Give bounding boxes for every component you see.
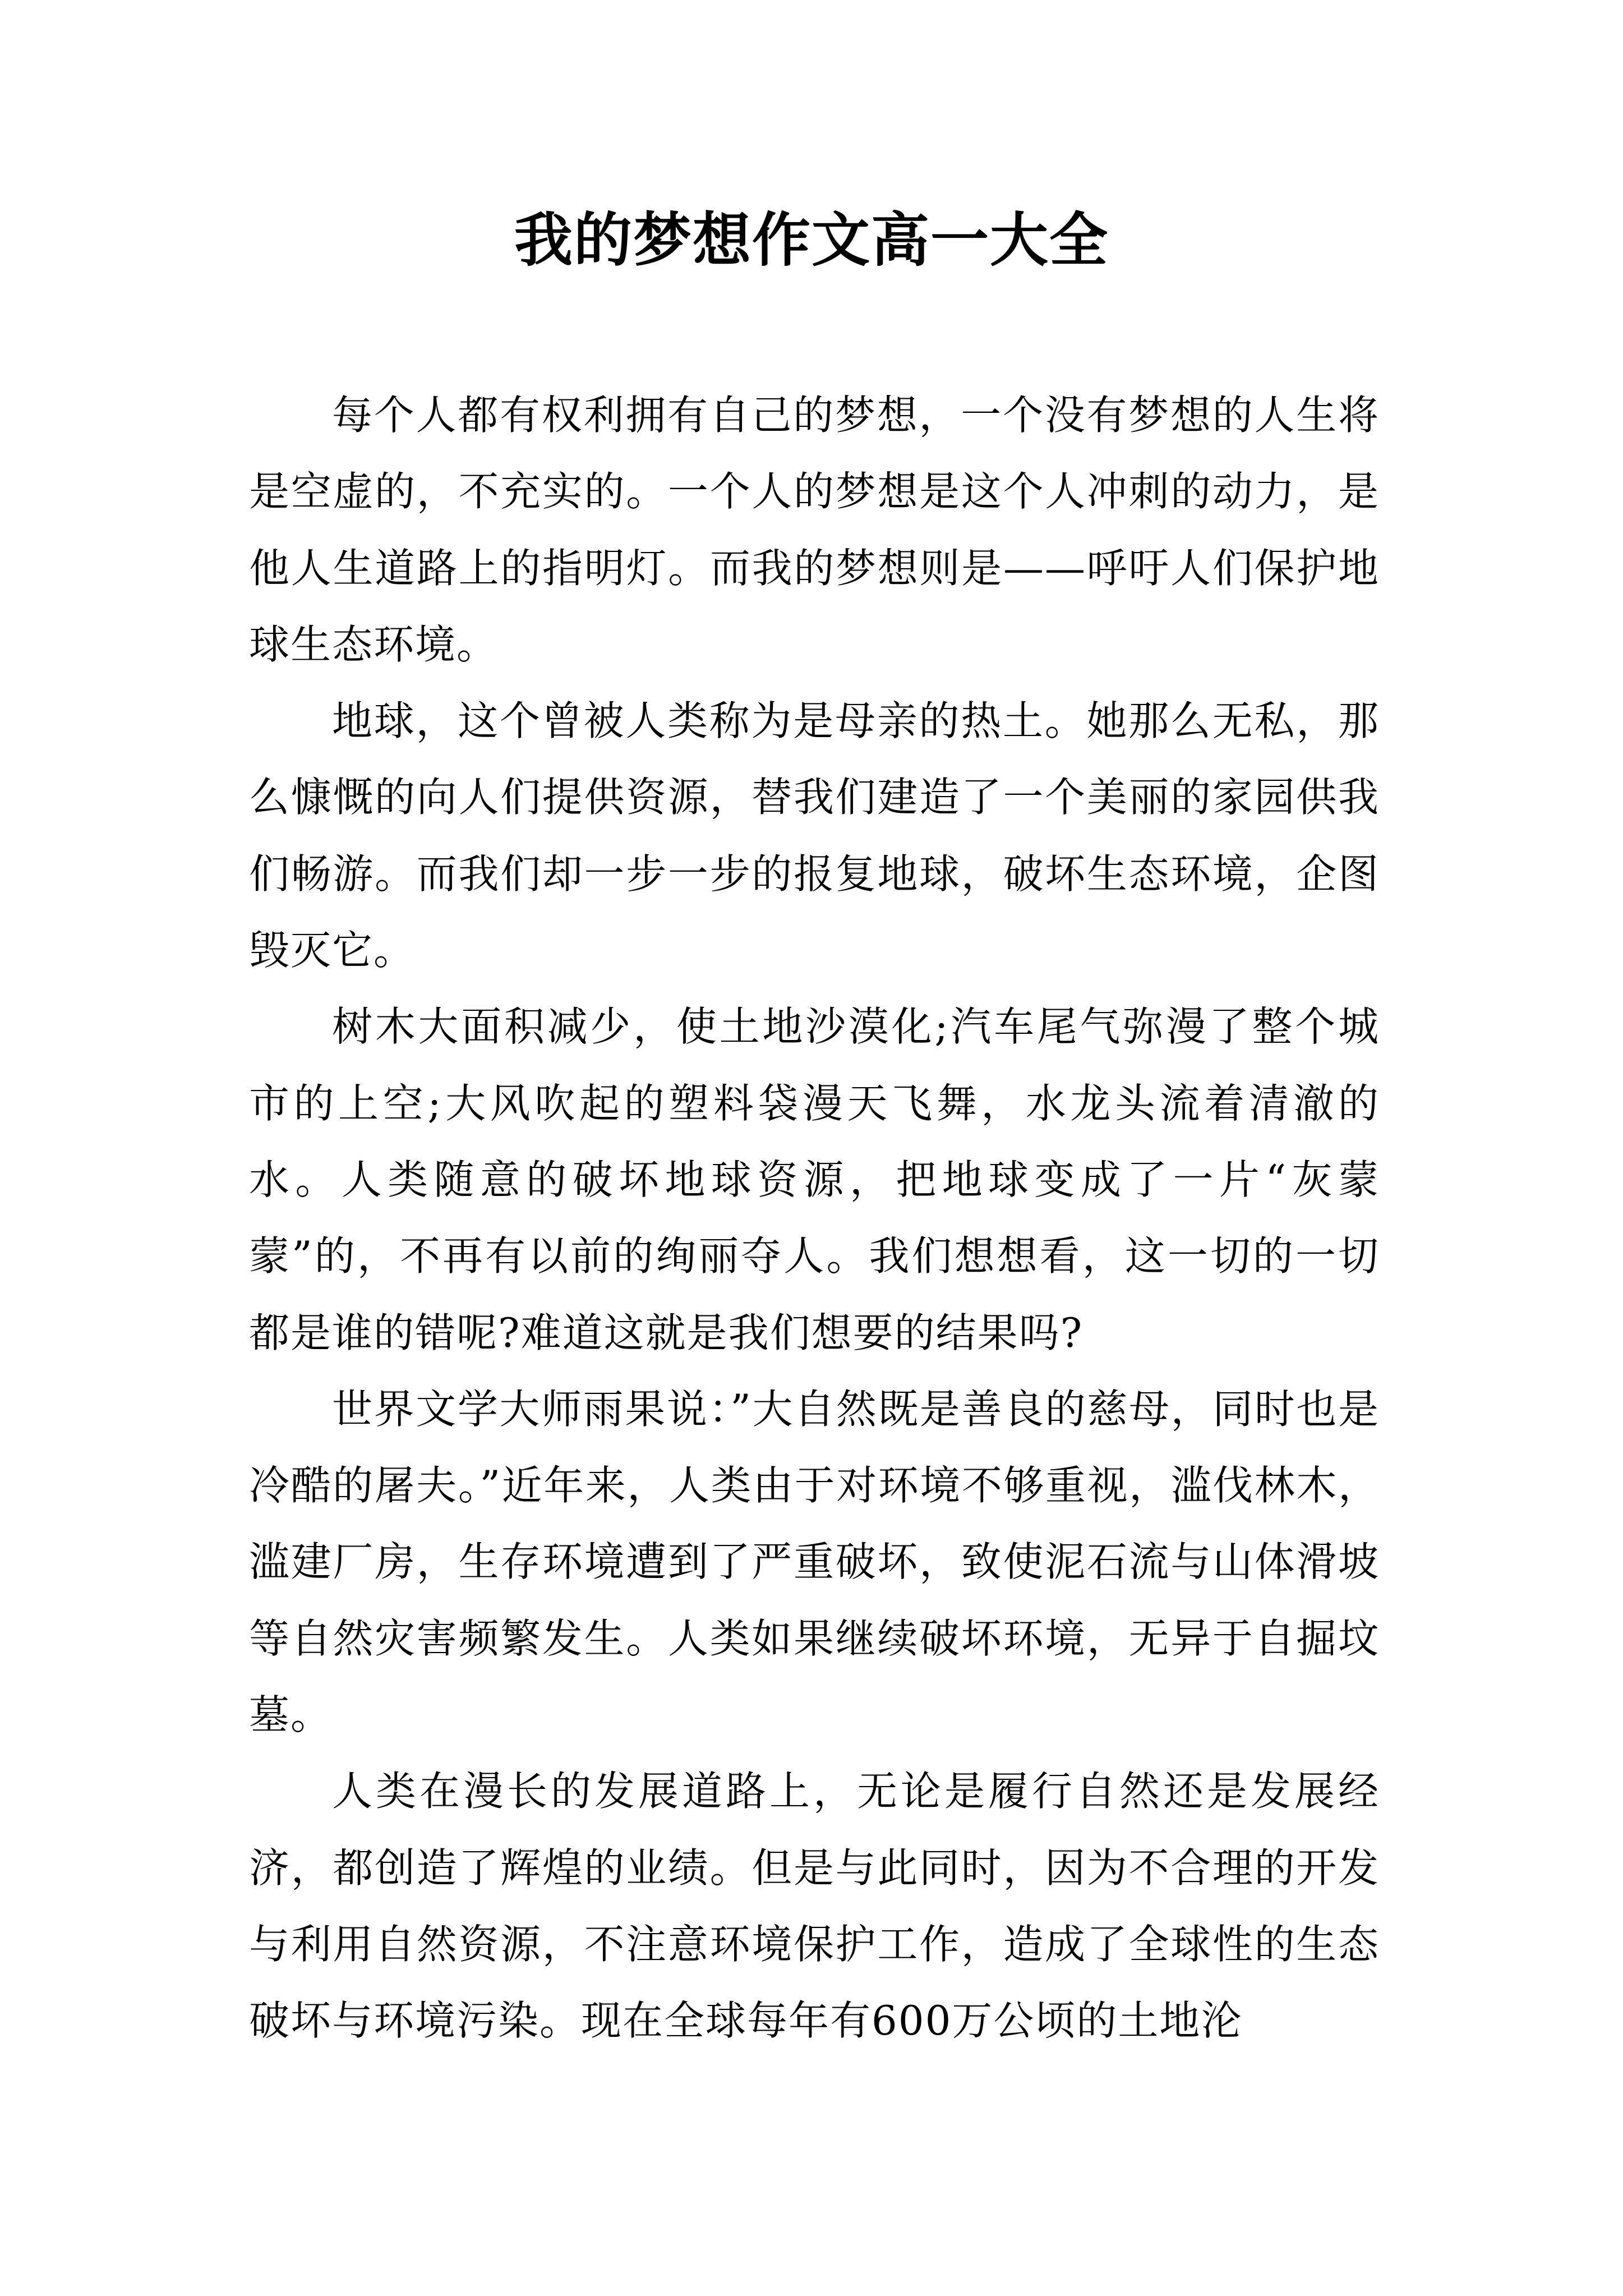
paragraph-5: 人类在漫长的发展道路上，无论是履行自然还是发展经济，都创造了辉煌的业绩。但是与此同时，因为不合理的开发与利用自然资源，不注意环境保护工作，造成了全球性的生态破坏与环境污染。现在全球每年有600万公顷的土地沦	[249, 1768, 1380, 2045]
paragraph-1: 每个人都有权利拥有自己的梦想，一个没有梦想的人生将是空虚的，不充实的。一个人的梦想是这个人冲刺的动力，是他人生道路上的指明灯。而我的梦想则是——呼吁人们保护地球生态环境。	[249, 392, 1380, 668]
paragraph-2: 地球，这个曾被人类称为是母亲的热土。她那么无私，那么慷慨的向人们提供资源，替我们建造了一个美丽的家园供我们畅游。而我们却一步一步的报复地球，破坏生态环境，企图毁灭它。	[249, 697, 1380, 974]
paragraph-4: 世界文学大师雨果说：”大自然既是善良的慈母，同时也是冷酷的屠夫。”近年来，人类由于对环境不够重视，滥伐林木，滥建厂房，生存环境遭到了严重破坏，致使泥石流与山体滑坡等自然灾害频繁发生。人类如果继续破坏环境，无异于自掘坟墓。	[249, 1385, 1380, 1739]
paragraph-3: 树木大面积减少，使土地沙漠化;汽车尾气弥漫了整个城市的上空;大风吹起的塑料袋漫天飞舞，水龙头流着清澈的水。人类随意的破坏地球资源，把地球变成了一片“灰蒙蒙”的，不再有以前的绚丽夺人。我们想想看，这一切的一切都是谁的错呢?难道这就是我们想要的结果吗?	[249, 1003, 1380, 1356]
document-body	[249, 377, 1380, 2059]
document-title: 我的梦想作文高一大全	[514, 205, 1109, 274]
